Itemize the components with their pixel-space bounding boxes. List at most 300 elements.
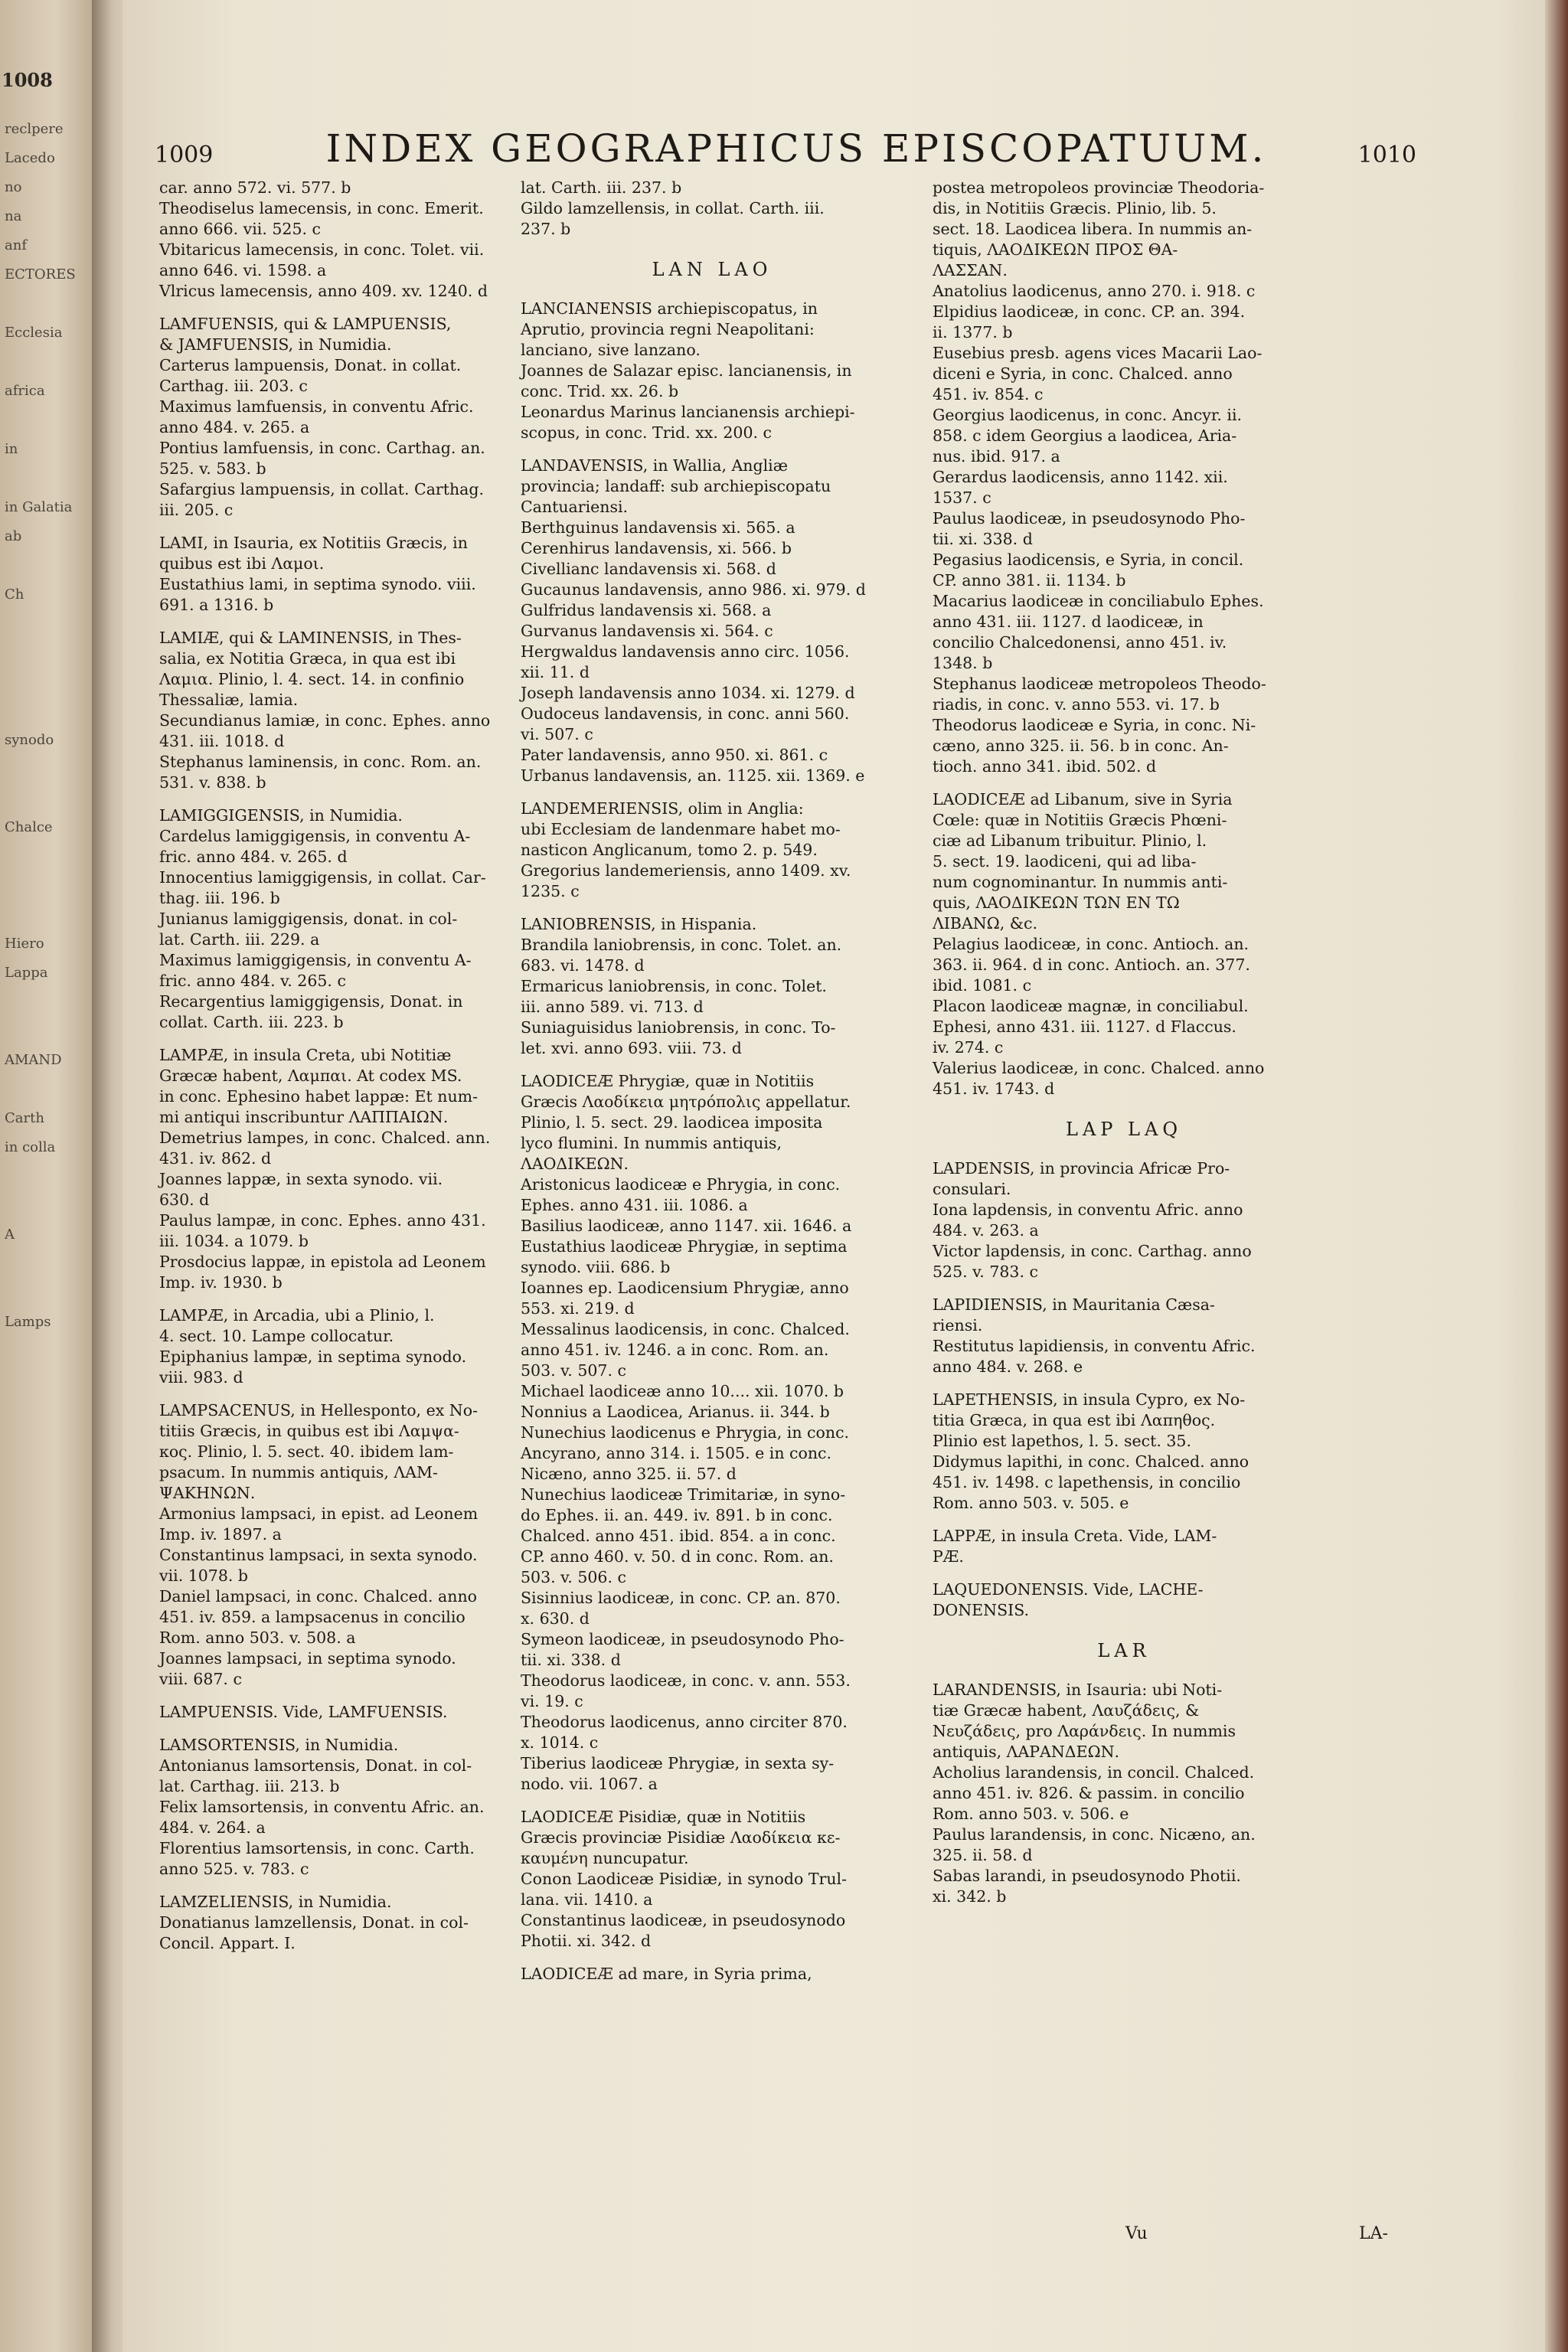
entry-headword-line: LAMPÆ, in insula Creta, ubi Notitiæ	[159, 1046, 452, 1064]
index-entry	[521, 1964, 903, 1984]
book-cover-edge	[1545, 0, 1568, 2352]
entry-line: anno 484. v. 265. a	[159, 418, 310, 436]
entry-line: vi. 19. c	[521, 1692, 583, 1710]
entry-line: psacum. In nummis antiquis, ΛΑΜ-	[159, 1463, 438, 1481]
entry-line: consulari.	[933, 1180, 1011, 1198]
facing-page-fragment	[5, 842, 89, 871]
index-entry	[159, 1305, 542, 1388]
entry-headword-line: LAMSORTENSIS, in Numidia.	[159, 1736, 399, 1754]
entry-line: 683. vi. 1478. d	[521, 956, 645, 975]
entry-line: Nunechius laodiceæ Trimitariæ, in syno-	[521, 1485, 846, 1504]
entry-line: Demetrius lampes, in conc. Chalced. ann.	[159, 1129, 491, 1147]
entry-line: ΛΙΒΑΝΩ, &c.	[933, 914, 1037, 933]
section-heading: LAP LAQ	[1066, 1119, 1182, 1140]
index-entry	[933, 1390, 1315, 1514]
index-entry	[933, 1579, 1315, 1621]
entry-headword-line: LAODICEÆ ad mare, in Syria prima,	[521, 1965, 812, 1983]
facing-page-fragment	[5, 1191, 89, 1220]
facing-page-edge	[0, 0, 92, 2352]
entry-line: Theodorus laodiceæ, in conc. v. ann. 553.	[521, 1671, 851, 1690]
entry-line: 451. iv. 1743. d	[933, 1080, 1055, 1098]
entry-line: vii. 1078. b	[159, 1566, 249, 1585]
entry-line: Plinio est lapethos, l. 5. sect. 35.	[933, 1432, 1191, 1450]
entry-line: Georgius laodicenus, in conc. Ancyr. ii.	[933, 406, 1243, 424]
entry-line: Theodorus laodicenus, anno circiter 870.	[521, 1713, 848, 1731]
entry-line: Valerius laodiceæ, in conc. Chalced. anno	[933, 1059, 1265, 1077]
entry-line: Pater landavensis, anno 950. xi. 861. c	[521, 746, 828, 764]
facing-page-fragment	[5, 1075, 89, 1104]
entry-line: nasticon Anglicanum, tomo 2. p. 549.	[521, 841, 818, 859]
entry-line: CP. anno 460. v. 50. d in conc. Rom. an.	[521, 1547, 834, 1566]
entry-line: quis, ΛΑΟΔΙΚΕΩΝ ΤΩΝ ΕΝ ΤΩ	[933, 893, 1180, 912]
entry-line: num cognominantur. In nummis anti-	[933, 873, 1228, 891]
entry-line: Aristonicus laodiceæ e Phrygia, in conc.	[521, 1175, 841, 1194]
entry-line: anno 525. v. 783. c	[159, 1860, 309, 1878]
entry-line: Ancyrano, anno 314. i. 1505. e in conc.	[521, 1444, 832, 1462]
entry-line: Tiberius laodiceæ Phrygiæ, in sexta sy-	[521, 1754, 835, 1772]
entry-line: DONENSIS.	[933, 1601, 1030, 1619]
entry-line: Civellianc landavensis xi. 568. d	[521, 560, 776, 578]
entry-line: Daniel lampsaci, in conc. Chalced. anno	[159, 1587, 477, 1606]
entry-line: sect. 18. Laodicea libera. In nummis an-	[933, 220, 1253, 238]
facing-page-fragment	[5, 755, 89, 784]
index-entry	[159, 1702, 542, 1723]
facing-page-fragment: synodo	[5, 732, 54, 748]
facing-page-fragment	[5, 1250, 89, 1279]
entry-line: Oudoceus landavensis, in conc. anni 560.	[521, 704, 850, 723]
entry-line: do Ephes. ii. an. 449. iv. 891. b in conc.	[521, 1506, 833, 1524]
facing-page-fragment: na	[5, 208, 22, 224]
facing-page-fragment: A	[5, 1227, 15, 1243]
index-entry	[933, 1526, 1315, 1567]
entry-line: riensi.	[933, 1316, 983, 1334]
entry-line: Ephes. anno 431. iii. 1086. a	[521, 1196, 748, 1214]
entry-line: Gregorius landemeriensis, anno 1409. xv.	[521, 861, 851, 880]
entry-line: anno 646. vi. 1598. a	[159, 261, 327, 279]
entry-headword-line: LAMPÆ, in Arcadia, ubi a Plinio, l.	[159, 1306, 435, 1325]
index-entry	[159, 1892, 542, 1954]
facing-page-fragment	[5, 1337, 89, 1366]
index-entry	[159, 314, 542, 521]
entry-line: Eustathius lami, in septima synodo. viii.	[159, 575, 476, 593]
entry-line: CP. anno 381. ii. 1134. b	[933, 571, 1126, 590]
entry-line: 525. v. 783. c	[933, 1263, 1038, 1281]
entry-line: 691. a 1316. b	[159, 596, 274, 614]
entry-line: 531. v. 838. b	[159, 773, 266, 792]
entry-line: lana. vii. 1410. a	[521, 1890, 653, 1909]
entry-line: 484. v. 264. a	[159, 1818, 266, 1837]
entry-line: Rom. anno 503. v. 506. e	[933, 1805, 1129, 1823]
entry-line: Νευζάδεις, pro Λαράνδεις. In nummis	[933, 1722, 1236, 1740]
entry-line: x. 1014. c	[521, 1733, 599, 1752]
entry-line: 451. iv. 1498. c lapethensis, in concilio	[933, 1473, 1241, 1491]
entry-line: ΛΑΣΣΑΝ.	[933, 261, 1008, 279]
entry-line: Gurvanus landavensis xi. 564. c	[521, 622, 773, 640]
index-entry	[521, 456, 903, 786]
entry-line: Victor lapdensis, in conc. Carthag. anno	[933, 1242, 1252, 1260]
entry-line: 553. xi. 219. d	[521, 1299, 635, 1318]
entry-headword-line: LANIOBRENSIS, in Hispania.	[521, 915, 757, 933]
index-entry	[933, 789, 1315, 1099]
facing-page-fragment	[5, 639, 89, 668]
entry-line: Vbitaricus lamecensis, in conc. Tolet. vii.	[159, 240, 485, 259]
entry-line: vi. 507. c	[521, 725, 593, 743]
entry-line: Cardelus lamiggigensis, in conventu A-	[159, 827, 471, 845]
entry-line: ΛΑΟΔΙΚΕΩΝ.	[521, 1155, 629, 1173]
facing-page-fragment: in colla	[5, 1139, 56, 1155]
entry-line: Basilius laodiceæ, anno 1147. xii. 1646. a	[521, 1217, 852, 1235]
entry-line: 363. ii. 964. d in conc. Antioch. an. 377.	[933, 956, 1250, 974]
entry-line: synodo. viii. 686. b	[521, 1258, 671, 1276]
facing-page-fragment	[5, 988, 89, 1017]
entry-line: Michael laodiceæ anno 10.... xii. 1070. b	[521, 1382, 844, 1400]
index-entry	[521, 178, 903, 240]
entry-line: 1348. b	[933, 654, 993, 672]
entry-line: Ephesi, anno 431. iii. 1127. d Flaccus.	[933, 1018, 1236, 1036]
entry-line: Ermaricus laniobrensis, in conc. Tolet.	[521, 977, 827, 995]
entry-line: x. 630. d	[521, 1609, 590, 1628]
entry-line: Græcis provinciæ Pisidiæ Λαοδίκεια κε-	[521, 1828, 841, 1847]
facing-page-fragment	[5, 900, 89, 929]
entry-line: Carthag. iii. 203. c	[159, 377, 308, 395]
page-number-right: 1010	[1357, 142, 1416, 168]
facing-page-fragment: Lacedo	[5, 150, 55, 166]
entry-line: ubi Ecclesiam de landenmare habet mo-	[521, 820, 841, 838]
entry-line: Suniaguisidus laniobrensis, in conc. To-	[521, 1018, 836, 1037]
entry-line: collat. Carth. iii. 223. b	[159, 1013, 344, 1031]
entry-line: 4. sect. 10. Lampe collocatur.	[159, 1327, 394, 1345]
entry-line: tiquis, ΛΑΟΔΙΚΕΩΝ ΠΡΟΣ ΘΑ-	[933, 240, 1178, 259]
entry-headword-line: postea metropoleos provinciæ Theodoria-	[933, 178, 1265, 197]
entry-line: viii. 687. c	[159, 1670, 242, 1688]
index-entry	[521, 299, 903, 443]
entry-line: Secundianus lamiæ, in conc. Ephes. anno	[159, 711, 491, 730]
entry-line: Photii. xi. 342. d	[521, 1932, 652, 1950]
entry-line: ΨΑΚΗΝΩΝ.	[159, 1484, 256, 1502]
entry-headword-line: LAODICEÆ Pisidiæ, quæ in Notitiis	[521, 1808, 806, 1826]
catchword: LA-	[1359, 2224, 1388, 2243]
entry-line: Vlricus lamecensis, anno 409. xv. 1240. d	[159, 282, 488, 300]
facing-page-fragment	[5, 609, 89, 639]
entry-line: Urbanus landavensis, an. 1125. xii. 1369. e	[521, 766, 865, 785]
entry-headword-line: LAMIGGIGENSIS, in Numidia.	[159, 806, 403, 825]
entry-line: dis, in Notitiis Græcis. Plinio, lib. 5.	[933, 199, 1217, 217]
facing-page-fragment: in Galatia	[5, 499, 73, 515]
text-column-2	[521, 178, 903, 1997]
entry-line: Constantinus laodiceæ, in pseudosynodo	[521, 1911, 846, 1929]
entry-line: 431. iii. 1018. d	[159, 732, 285, 750]
entry-line: PÆ.	[933, 1547, 964, 1566]
entry-line: anno 451. iv. 1246. a in conc. Rom. an.	[521, 1341, 829, 1359]
facing-page-fragment: ab	[5, 528, 22, 544]
entry-line: Græcis Λαοδίκεια μητρόπολις appellatur.	[521, 1093, 851, 1111]
entry-line: antiquis, ΛΑΡΑΝΔΕΩΝ.	[933, 1743, 1120, 1761]
index-entry	[521, 914, 903, 1059]
entry-line: 503. v. 507. c	[521, 1361, 626, 1380]
entry-line: Ioannes ep. Laodicensium Phrygiæ, anno	[521, 1279, 849, 1297]
facing-page-fragment	[5, 1279, 89, 1308]
text-column-1	[159, 178, 542, 1966]
entry-line: Rom. anno 503. v. 505. e	[933, 1494, 1129, 1512]
entry-line: 325. ii. 58. d	[933, 1846, 1033, 1864]
entry-line: Restitutus lapidiensis, in conventu Afric.	[933, 1337, 1256, 1355]
entry-line: conc. Trid. xx. 26. b	[521, 382, 679, 400]
entry-line: Paulus laodiceæ, in pseudosynodo Pho-	[933, 509, 1246, 528]
entry-line: tioch. anno 341. ibid. 502. d	[933, 757, 1157, 776]
entry-line: Felix lamsortensis, in conventu Afric. an.	[159, 1798, 485, 1816]
entry-line: Stephanus laodiceæ metropoleos Theodo-	[933, 675, 1266, 693]
entry-line: Theodiselus lamecensis, in conc. Emerit.	[159, 199, 484, 217]
entry-line: Stephanus laminensis, in conc. Rom. an.	[159, 753, 482, 771]
entry-line: καυμένη nuncupatur.	[521, 1849, 689, 1867]
entry-line: tiæ Græcæ habent, Λαυζάδεις, &	[933, 1701, 1200, 1720]
facing-page-fragment	[5, 289, 89, 318]
entry-headword-line: LAMPSACENUS, in Hellesponto, ex No-	[159, 1401, 479, 1419]
entry-line: Gucaunus landavensis, anno 986. xi. 979. d	[521, 580, 866, 599]
entry-line: iii. 205. c	[159, 501, 234, 519]
index-entry	[159, 1400, 542, 1690]
facing-page-number: 1008	[2, 69, 53, 91]
entry-line: Pontius lamfuensis, in conc. Carthag. an.	[159, 439, 485, 457]
entry-headword-line: car. anno 572. vi. 577. b	[159, 178, 351, 197]
entry-line: Donatianus lamzellensis, Donat. in col-	[159, 1913, 469, 1932]
section-heading: LAN LAO	[652, 259, 773, 280]
entry-line: Eusebius presb. agens vices Macarii Lao-	[933, 344, 1263, 362]
entry-line: riadis, in conc. v. anno 553. vi. 17. b	[933, 695, 1220, 714]
book-page	[122, 0, 1568, 2352]
index-entry	[159, 1735, 542, 1880]
entry-line: iii. anno 589. vi. 713. d	[521, 998, 704, 1016]
entry-line: ii. 1377. b	[933, 323, 1013, 341]
entry-line: Messalinus laodicensis, in conc. Chalced.	[521, 1320, 850, 1338]
entry-line: lyco flumini. In nummis antiquis,	[521, 1134, 782, 1152]
entry-line: 484. v. 263. a	[933, 1221, 1039, 1240]
facing-page-fragment	[5, 551, 89, 580]
entry-line: Theodorus laodiceæ e Syria, in conc. Ni-	[933, 716, 1256, 734]
entry-line: lanciano, sive lanzano.	[521, 341, 701, 359]
entry-line: ciæ ad Libanum tribuitur. Plinio, l.	[933, 831, 1207, 850]
entry-line: tii. xi. 338. d	[933, 530, 1033, 548]
entry-line: anno 431. iii. 1127. d laodiceæ, in	[933, 612, 1204, 631]
entry-line: Gulfridus landavensis xi. 568. a	[521, 601, 772, 619]
entry-line: Nicæno, anno 325. ii. 57. d	[521, 1465, 737, 1483]
entry-line: Pegasius laodicensis, e Syria, in concil.	[933, 550, 1244, 569]
facing-page-fragment	[5, 1162, 89, 1191]
index-entry	[159, 533, 542, 616]
entry-headword-line: LAPIDIENSIS, in Mauritania Cæsa-	[933, 1295, 1215, 1314]
entry-line: Nunechius laodicenus e Phrygia, in conc.	[521, 1423, 850, 1442]
entry-line: 451. iv. 854. c	[933, 385, 1044, 403]
entry-line: Constantinus lampsaci, in sexta synodo.	[159, 1546, 478, 1564]
facing-page-fragment	[5, 668, 89, 697]
entry-line: Thessaliæ, lamia.	[159, 691, 299, 709]
entry-line: Epiphanius lampæ, in septima synodo.	[159, 1348, 467, 1366]
entry-headword-line: LAODICEÆ ad Libanum, sive in Syria	[933, 790, 1233, 808]
index-entry	[933, 1680, 1315, 1907]
entry-line: Anatolius laodicenus, anno 270. i. 918. c	[933, 282, 1256, 300]
entry-line: Joannes lampsaci, in septima synodo.	[159, 1649, 456, 1668]
entry-line: Concil. Appart. I.	[159, 1934, 296, 1952]
entry-line: Iona lapdensis, in conventu Afric. anno	[933, 1200, 1243, 1219]
facing-page-fragment: reclpere	[5, 121, 64, 137]
entry-headword-line: LAQUEDONENSIS. Vide, LACHE-	[933, 1580, 1204, 1599]
entry-line: Paulus larandensis, in conc. Nicæno, an.	[933, 1825, 1256, 1844]
entry-line: nodo. vii. 1067. a	[521, 1775, 658, 1793]
index-entry	[933, 1158, 1315, 1282]
facing-page-fragment: in	[5, 441, 18, 457]
entry-line: 503. v. 506. c	[521, 1568, 626, 1586]
entry-line: Joannes de Salazar episc. lancianensis, in	[521, 361, 852, 380]
entry-line: 1235. c	[521, 882, 580, 900]
entry-line: Imp. iv. 1930. b	[159, 1273, 283, 1292]
index-entry	[159, 1045, 542, 1293]
entry-line: Junianus lamiggigensis, donat. in col-	[159, 910, 458, 928]
entry-line: Græcæ habent, Λαμπαι. At codex MS.	[159, 1067, 462, 1085]
entry-line: titiis Græcis, in quibus est ibi Λαμψα-	[159, 1422, 459, 1440]
entry-line: Sabas larandi, in pseudosynodo Photii.	[933, 1867, 1241, 1885]
facing-page-fragment: Lappa	[5, 965, 48, 981]
entry-line: & JAMFUENSIS, in Numidia.	[159, 335, 392, 354]
entry-line: lat. Carthag. iii. 213. b	[159, 1777, 340, 1795]
entry-line: 5. sect. 19. laodiceni, qui ad liba-	[933, 852, 1197, 871]
entry-line: Cantuariensi.	[521, 498, 629, 516]
entry-line: anno 484. v. 268. e	[933, 1357, 1083, 1376]
entry-headword-line: LAODICEÆ Phrygiæ, quæ in Notitiis	[521, 1072, 815, 1090]
entry-line: Leonardus Marinus lancianensis archiepi-	[521, 403, 855, 421]
entry-headword-line: LANCIANENSIS archiepiscopatus, in	[521, 299, 818, 318]
facing-page-fragment	[5, 348, 89, 377]
entry-line: Berthguinus landavensis xi. 565. a	[521, 518, 795, 537]
entry-line: Hergwaldus landavensis anno circ. 1056.	[521, 642, 850, 661]
entry-line: Nonnius a Laodicea, Arianus. ii. 344. b	[521, 1403, 830, 1421]
facing-page-fragment	[5, 1017, 89, 1046]
entry-line: 630. d	[159, 1191, 210, 1209]
entry-line: Symeon laodiceæ, in pseudosynodo Pho-	[521, 1630, 844, 1648]
entry-line: Eustathius laodiceæ Phrygiæ, in septima	[521, 1237, 848, 1256]
index-entry	[159, 628, 542, 793]
facing-page-fragment: Lamps	[5, 1314, 51, 1330]
entry-line: Innocentius lamiggigensis, in collat. Car-	[159, 868, 486, 887]
entry-line: Chalced. anno 451. ibid. 854. a in conc.	[521, 1527, 836, 1545]
index-entry	[521, 799, 903, 902]
entry-line: salia, ex Notitia Græca, in qua est ibi	[159, 649, 456, 668]
entry-line: Gildo lamzellensis, in collat. Carth. iii.	[521, 199, 825, 217]
entry-line: Λαμια. Plinio, l. 4. sect. 14. in confinio	[159, 670, 465, 688]
entry-line: iii. 1034. a 1079. b	[159, 1232, 309, 1250]
entry-headword-line: LAMFUENSIS, qui & LAMPUENSIS,	[159, 315, 452, 333]
facing-page-fragment	[5, 871, 89, 900]
entry-line: Cerenhirus landavensis, xi. 566. b	[521, 539, 792, 557]
facing-page-fragment: AMAND	[5, 1052, 62, 1068]
section-heading: LAR	[1097, 1640, 1151, 1661]
entry-headword-line: LAMPUENSIS. Vide, LAMFUENSIS.	[159, 1703, 448, 1721]
entry-line: Gerardus laodicensis, anno 1142. xii.	[933, 468, 1228, 486]
entry-headword-line: LAPDENSIS, in provincia Africæ Pro-	[933, 1159, 1230, 1178]
entry-line: Prosdocius lappæ, in epistola ad Leonem	[159, 1253, 486, 1271]
entry-line: Elpidius laodiceæ, in conc. CP. an. 394.	[933, 302, 1246, 321]
entry-line: cæno, anno 325. ii. 56. b in conc. An-	[933, 737, 1229, 755]
facing-page-fragment: Ecclesia	[5, 325, 63, 341]
entry-headword-line: LAMIÆ, qui & LAMINENSIS, in Thes-	[159, 629, 462, 647]
entry-line: Joseph landavensis anno 1034. xi. 1279. d	[521, 684, 855, 702]
entry-line: 858. c idem Georgius a laodicea, Aria-	[933, 426, 1237, 445]
entry-headword-line: lat. Carth. iii. 237. b	[521, 178, 682, 197]
entry-line: Placon laodiceæ magnæ, in conciliabul.	[933, 997, 1249, 1015]
entry-line: nus. ibid. 917. a	[933, 447, 1060, 466]
facing-page-fragment: Chalce	[5, 819, 53, 835]
entry-line: lat. Carth. iii. 229. a	[159, 930, 320, 949]
entry-line: fric. anno 484. v. 265. c	[159, 972, 346, 990]
entry-line: quibus est ibi Λαμοι.	[159, 554, 325, 573]
facing-page-fragments	[5, 115, 89, 1424]
entry-line: provincia; landaff: sub archiepiscopatu	[521, 477, 831, 495]
entry-line: Cœle: quæ in Notitiis Græcis Phœni-	[933, 811, 1227, 829]
facing-page-fragment	[5, 784, 89, 813]
entry-line: Safargius lampuensis, in collat. Carthag.	[159, 480, 485, 498]
entry-line: Sisinnius laodiceæ, in conc. CP. an. 870.	[521, 1589, 841, 1607]
facing-page-fragment: Hiero	[5, 936, 44, 952]
entry-line: ibid. 1081. c	[933, 976, 1032, 995]
entry-headword-line: LAPPÆ, in insula Creta. Vide, LAM-	[933, 1527, 1217, 1545]
entry-line: Armonius lampsaci, in epist. ad Leonem	[159, 1504, 479, 1523]
facing-page-fragment	[5, 406, 89, 435]
entry-line: Plinio, l. 5. sect. 29. laodicea imposita	[521, 1113, 823, 1132]
facing-page-fragment	[5, 464, 89, 493]
entry-line: Brandila laniobrensis, in conc. Tolet. an.	[521, 936, 842, 954]
entry-line: Acholius larandensis, in concil. Chalced.	[933, 1763, 1255, 1782]
entry-line: scopus, in conc. Trid. xx. 200. c	[521, 423, 773, 442]
index-entry	[933, 178, 1315, 777]
facing-page-fragment: anf	[5, 237, 27, 253]
entry-line: Carterus lampuensis, Donat. in collat.	[159, 356, 462, 374]
entry-line: 1537. c	[933, 488, 991, 507]
text-column-3	[933, 178, 1315, 1919]
entry-line: anno 451. iv. 826. & passim. in concilio	[933, 1784, 1245, 1802]
entry-line: titia Græca, in qua est ibi Λαπηθος.	[933, 1411, 1216, 1429]
entry-line: concilio Chalcedonensi, anno 451. iv.	[933, 633, 1227, 652]
entry-line: viii. 983. d	[159, 1368, 243, 1387]
entry-headword-line: LANDAVENSIS, in Wallia, Angliæ	[521, 456, 788, 475]
entry-line: 451. iv. 859. a lampsacenus in concilio	[159, 1608, 466, 1626]
entry-headword-line: LANDEMERIENSIS, olim in Anglia:	[521, 799, 804, 818]
entry-headword-line: LARANDENSIS, in Isauria: ubi Noti-	[933, 1681, 1223, 1699]
entry-line: Antonianus lamsortensis, Donat. in col-	[159, 1756, 472, 1775]
entry-line: let. xvi. anno 693. viii. 73. d	[521, 1039, 742, 1057]
facing-page-fragment: africa	[5, 383, 45, 399]
entry-line: Aprutio, provincia regni Neapolitani:	[521, 320, 815, 338]
entry-line: iv. 274. c	[933, 1038, 1004, 1057]
facing-page-fragment: Carth	[5, 1110, 44, 1126]
entry-line: Joannes lappæ, in sexta synodo. vii.	[159, 1170, 443, 1188]
page-header	[145, 126, 1547, 172]
entry-line: 237. b	[521, 220, 571, 238]
entry-line: tii. xi. 338. d	[521, 1651, 621, 1669]
facing-page-fragment	[5, 1366, 89, 1395]
entry-line: Paulus lampæ, in conc. Ephes. anno 431.	[159, 1211, 486, 1230]
entry-line: Recargentius lamiggigensis, Donat. in	[159, 992, 463, 1011]
signature-mark: Vu	[1125, 2224, 1148, 2243]
page-number-left: 1009	[155, 142, 214, 168]
entry-headword-line: LAPETHENSIS, in insula Cypro, ex No-	[933, 1390, 1246, 1409]
entry-line: Pelagius laodiceæ, in conc. Antioch. an.	[933, 935, 1250, 953]
entry-line: Maximus lamfuensis, in conventu Afric.	[159, 397, 474, 416]
entry-line: xi. 342. b	[933, 1887, 1007, 1906]
index-entry	[521, 1807, 903, 1952]
running-title: INDEX GEOGRAPHICUS EPISCOPATUUM.	[325, 126, 1267, 171]
index-entry	[933, 1295, 1315, 1377]
facing-page-fragment: no	[5, 179, 22, 195]
entry-line: in conc. Ephesino habet lappæ: Et num-	[159, 1087, 479, 1106]
